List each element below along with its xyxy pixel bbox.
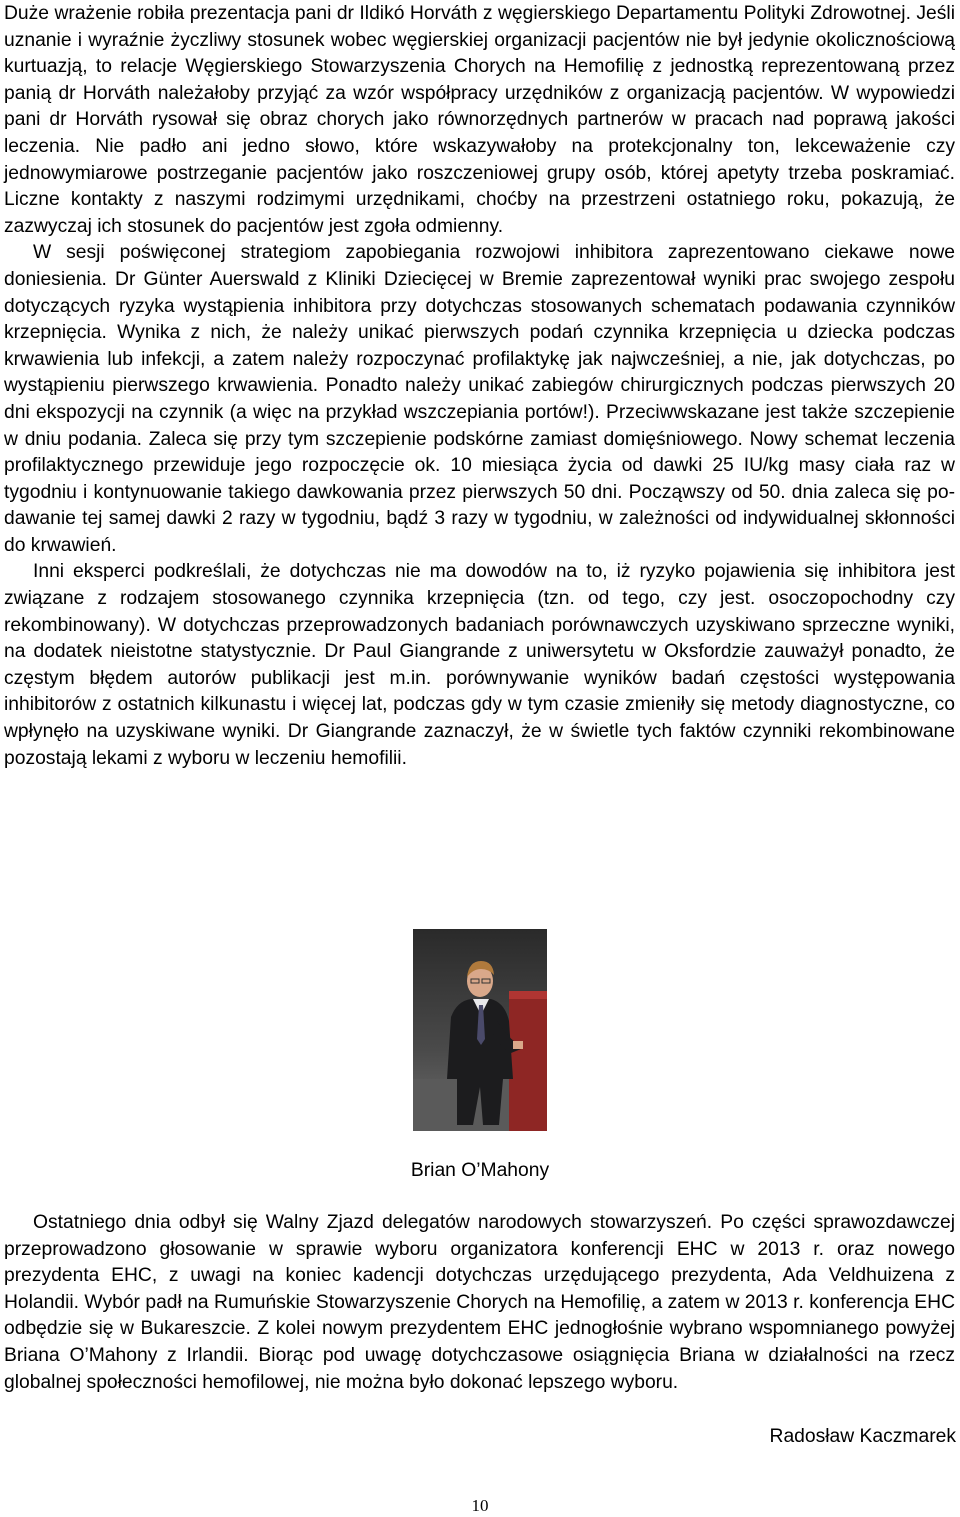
paragraph-horvath: Duże wrażenie robiła prezentacja pani dr Ildikó Horváth z węgierskiego Departamentu Polityki Zdrowotnej. Jeśli uznanie i wyraźnie życzliwy stosunek wobec węgierskiej organizacji pacjentów nie był jedynie okolicznościową kurtuazją, to relacje Węgierskiego Stowarzyszenia Chorych na Hemofilię z jednostką reprezentowaną przez panią dr Horváth należałoby przyjąć za wzór współpracy urzędników z organizacją pacjentów. W wypowiedzi pani dr Horváth rysował się obraz chorych jako równorzędnych partnerów w pracach nad poprawą jakości leczenia. Nie padło ani jedno słowo, które wskazywałoby na protekcjonalny ton, lekceważenie czy jednowymiarowe postrzeganie pacjentów jako roszczeniowej grupy osób, której apetyty trzeba poskramiać. Liczne kontakty z naszymi rodzimymi urzędnikami, choćby na przestrzeni ostatniego roku, pokazują, że zazwyczaj ich stosunek do pacjentów jest zgoła odmienny.	[4, 3, 955, 237]
author-signature: Radosław Kaczmarek	[769, 1426, 956, 1447]
paragraph-inhibitor-session: W sesji poświęconej strategiom zapobiegania rozwojowi inhibitora zaprezentowano ciekawe nowe doniesienia. Dr Günter Auerswald z Kliniki Dziecięcej w Bremie zaprezentował wyniki prac swojego zespołu dotyczących ryzyka wystąpienia inhibitora przy dotychczas stosowanych schematach podawania czynników krzepnięcia. Wynika z nich, że należy unikać pierwszych podań czynnika krzepnięcia u dziecka podczas krwawienia lub infekcji, a zatem należy rozpoczynać profilaktykę jak najwcześniej, a nie, jak dotychczas, po wystąpieniu pierwszego krwawienia. Ponadto należy unikać zabiegów chirurgicznych podczas pierwszych 20 dni ekspozycji na czynnik (a więc na przykład wszczepiania portów!). Przeciwwskazane jest także szczepienie w dniu podania. Zaleca się przy tym szczepienie podskórne zamiast domięśniowego. Nowy schemat leczenia profilaktycznego przewiduje jego rozpoczęcie ok. 10 miesiąca życia od dawki 25 IU/kg masy ciała raz w tygodniu i kontynuowanie takiego dawkowania przez pierwszych 50 dni. Począwszy od 50. dnia zaleca się podawanie tej samej dawki 2 razy w tygodniu, bądź 3 razy w tygodniu, w zależności od indywidualnej skłonności do krwawień.	[4, 242, 955, 556]
page-number: 10	[471, 1496, 489, 1515]
paragraph-other-experts: Inni eksperci podkreślali, że dotychczas nie ma dowodów na to, iż ryzyko pojawienia się inhibitora jest związane z rodzajem stosowanego czynnika krzepnięcia (tzn. od tego, czy jest. osoczopochodny czy rekombinowany). W dotychczas przeprowadzonych badaniach porównawczych uzyskiwano sprzeczne wyniki, na dodatek nieistotne statystycznie. Dr Paul Giangrande z uniwersytetu w Oksfordzie zauważył ponadto, że częstym błędem autorów publikacji jest m.in. porównywanie wyników badań częstości występowania inhibitorów z ostatnich kilkunastu i więcej lat, podczas gdy w tym czasie zmieniły się metody diagnostyczne, co wpłynęło na uzyskiwane wyniki. Dr Giangrande zaznaczył, że w świetle tych faktów czynniki rekombinowane pozostają lekami z wyboru w leczeniu hemofilii.	[4, 561, 955, 769]
article-body-top	[4, 1, 955, 772]
paragraph-general-assembly: Ostatniego dnia odbył się Walny Zjazd delegatów narodowych stowarzyszeń. Po części sprawozdawczej przeprowadzono głosowanie w sprawie wyboru organizatora konferencji EHC w 2013 r. oraz nowego prezydenta EHC, z uwagi na koniec kadencji dotychczas urzędującego prezydenta, Ada Veldhuizena z Holandii. Wybór padł na Rumuńskie Stowarzyszenie Chorych na Hemofilię, a zatem w 2013 r. konferencja EHC odbędzie się w Bukareszcie. Z kolei nowym prezydentem EHC jednogłośnie wybrano wspomnianego powyżej Briana O’Mahony z Irlandii. Biorąc pod uwagę dotychczasowe osiągnięcia Briana w działalności na rzecz globalnej społeczności hemofilowej, nie można było dokonać lepszego wyboru.	[4, 1212, 955, 1393]
article-body-bottom	[4, 1210, 955, 1396]
speaker-photo	[413, 929, 547, 1131]
photo-caption: Brian O’Mahony	[410, 1160, 550, 1181]
speaker-photo-illustration	[413, 929, 547, 1131]
